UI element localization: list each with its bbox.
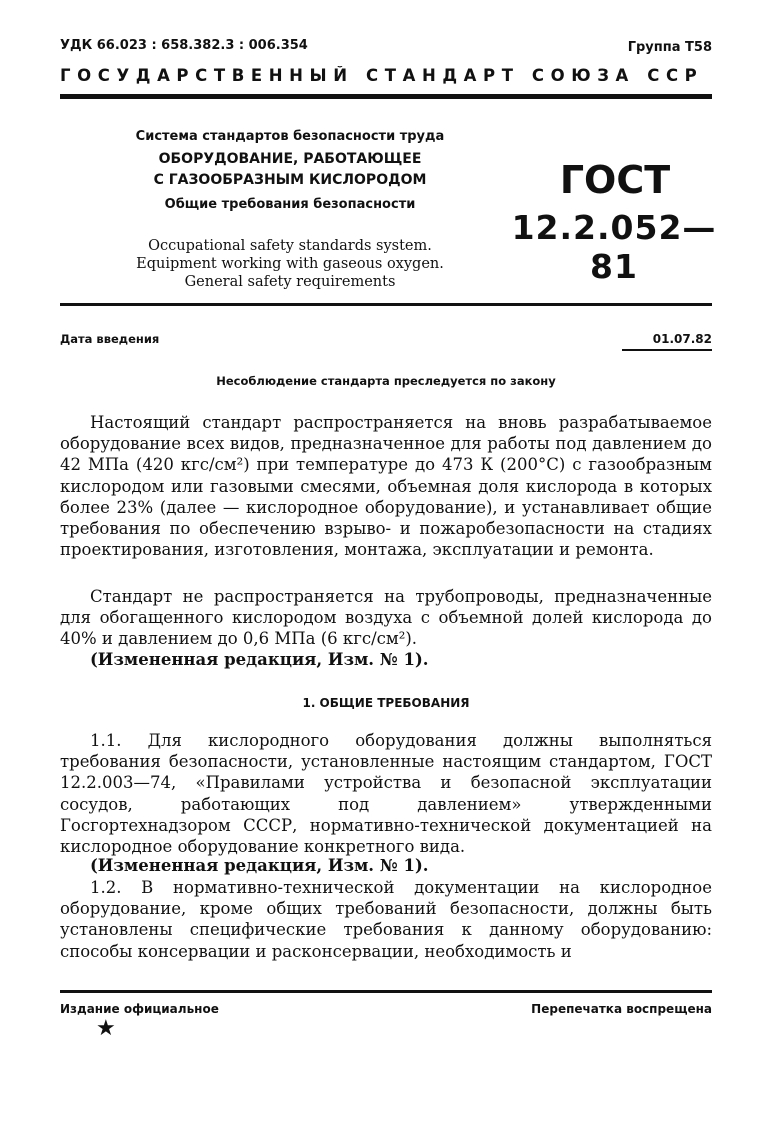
english-title-line1: Occupational safety standards system. xyxy=(148,238,432,254)
star-icon: ★ xyxy=(96,1016,116,1041)
law-notice: Несоблюдение стандарта преследуется по закону xyxy=(216,374,556,388)
header-rule xyxy=(60,94,712,99)
equipment-title-line1: ОБОРУДОВАНИЕ, РАБОТАЮЩЕЕ xyxy=(158,151,422,167)
title-rule xyxy=(60,303,712,306)
intro-paragraph-2: Стандарт не распространяется на трубопроводы, предназначенные для обогащенного кислородом воздуха с объемной долей кислорода до 40% и давлением до 0,6 МПа (6 кгс/см²). xyxy=(60,587,712,649)
requirements-subtitle: Общие требования безопасности xyxy=(164,197,416,212)
gost-number: 12.2.052—81 xyxy=(511,208,717,286)
official-edition-label: Издание официальное xyxy=(60,1002,219,1016)
effective-date-label: Дата введения xyxy=(60,332,160,346)
english-title-line2: Equipment working with gaseous oxygen. xyxy=(136,256,444,272)
system-title: Система стандартов безопасности труда xyxy=(135,129,445,144)
footer-rule xyxy=(60,990,712,993)
reprint-prohibited-label: Перепечатка воспрещена xyxy=(531,1002,712,1016)
effective-date-value: 01.07.82 xyxy=(652,332,712,346)
intro-paragraph-1: Настоящий стандарт распространяется на вновь разрабатываемое оборудование всех видов, предназначенное для работы под давлением до 42 МПа (420 кгс/см²) при температуре до 473 К (200°С) с газообразным кислородом или газовыми смесями, объемная доля кислорода в которых более 23% (далее — кислородное оборудование), и устанавливает общие требования по обеспечению взрыво- и пожаробезопасности на стадиях проектирования, изготовления, монтажа, эксплуатации и ремонта. xyxy=(60,413,712,560)
equipment-title-line2: С ГАЗООБРАЗНЫМ КИСЛОРОДОМ xyxy=(153,172,427,188)
english-title-line3: General safety requirements xyxy=(184,274,396,290)
clause-1-1: 1.1. Для кислородного оборудования должны выполняться требования безопасности, установленные настоящим стандартом, ГОСТ 12.2.003—74, «Правилами устройства и безопасной эксплуатации сосудов, работающих под давлением» утвержденными Госгортехнадзором СССР, нормативно-технической документацией на кислородное оборудование конкретного вида. xyxy=(60,731,712,857)
gos-standard-banner: ГОСУДАРСТВЕННЫЙ СТАНДАРТ СОЮЗА ССР xyxy=(60,66,704,85)
group-code: Группа Т58 xyxy=(627,40,712,55)
clause-1-2: 1.2. В нормативно-технической документации на кислородное оборудование, кроме общих требований безопасности, должны быть установлены специфические требования к данному оборудованию: способы консервации и расконсервации, необходимость и xyxy=(60,878,712,961)
gost-label: ГОСТ xyxy=(559,158,671,202)
amendment-note-1: (Измененная редакция, Изм. № 1). xyxy=(90,650,429,669)
date-underline xyxy=(622,349,712,351)
amendment-note-2: (Измененная редакция, Изм. № 1). xyxy=(90,856,429,875)
section-1-heading: 1. ОБЩИЕ ТРЕБОВАНИЯ xyxy=(302,696,470,710)
udk-code: УДК 66.023 : 658.382.3 : 006.354 xyxy=(60,38,308,53)
